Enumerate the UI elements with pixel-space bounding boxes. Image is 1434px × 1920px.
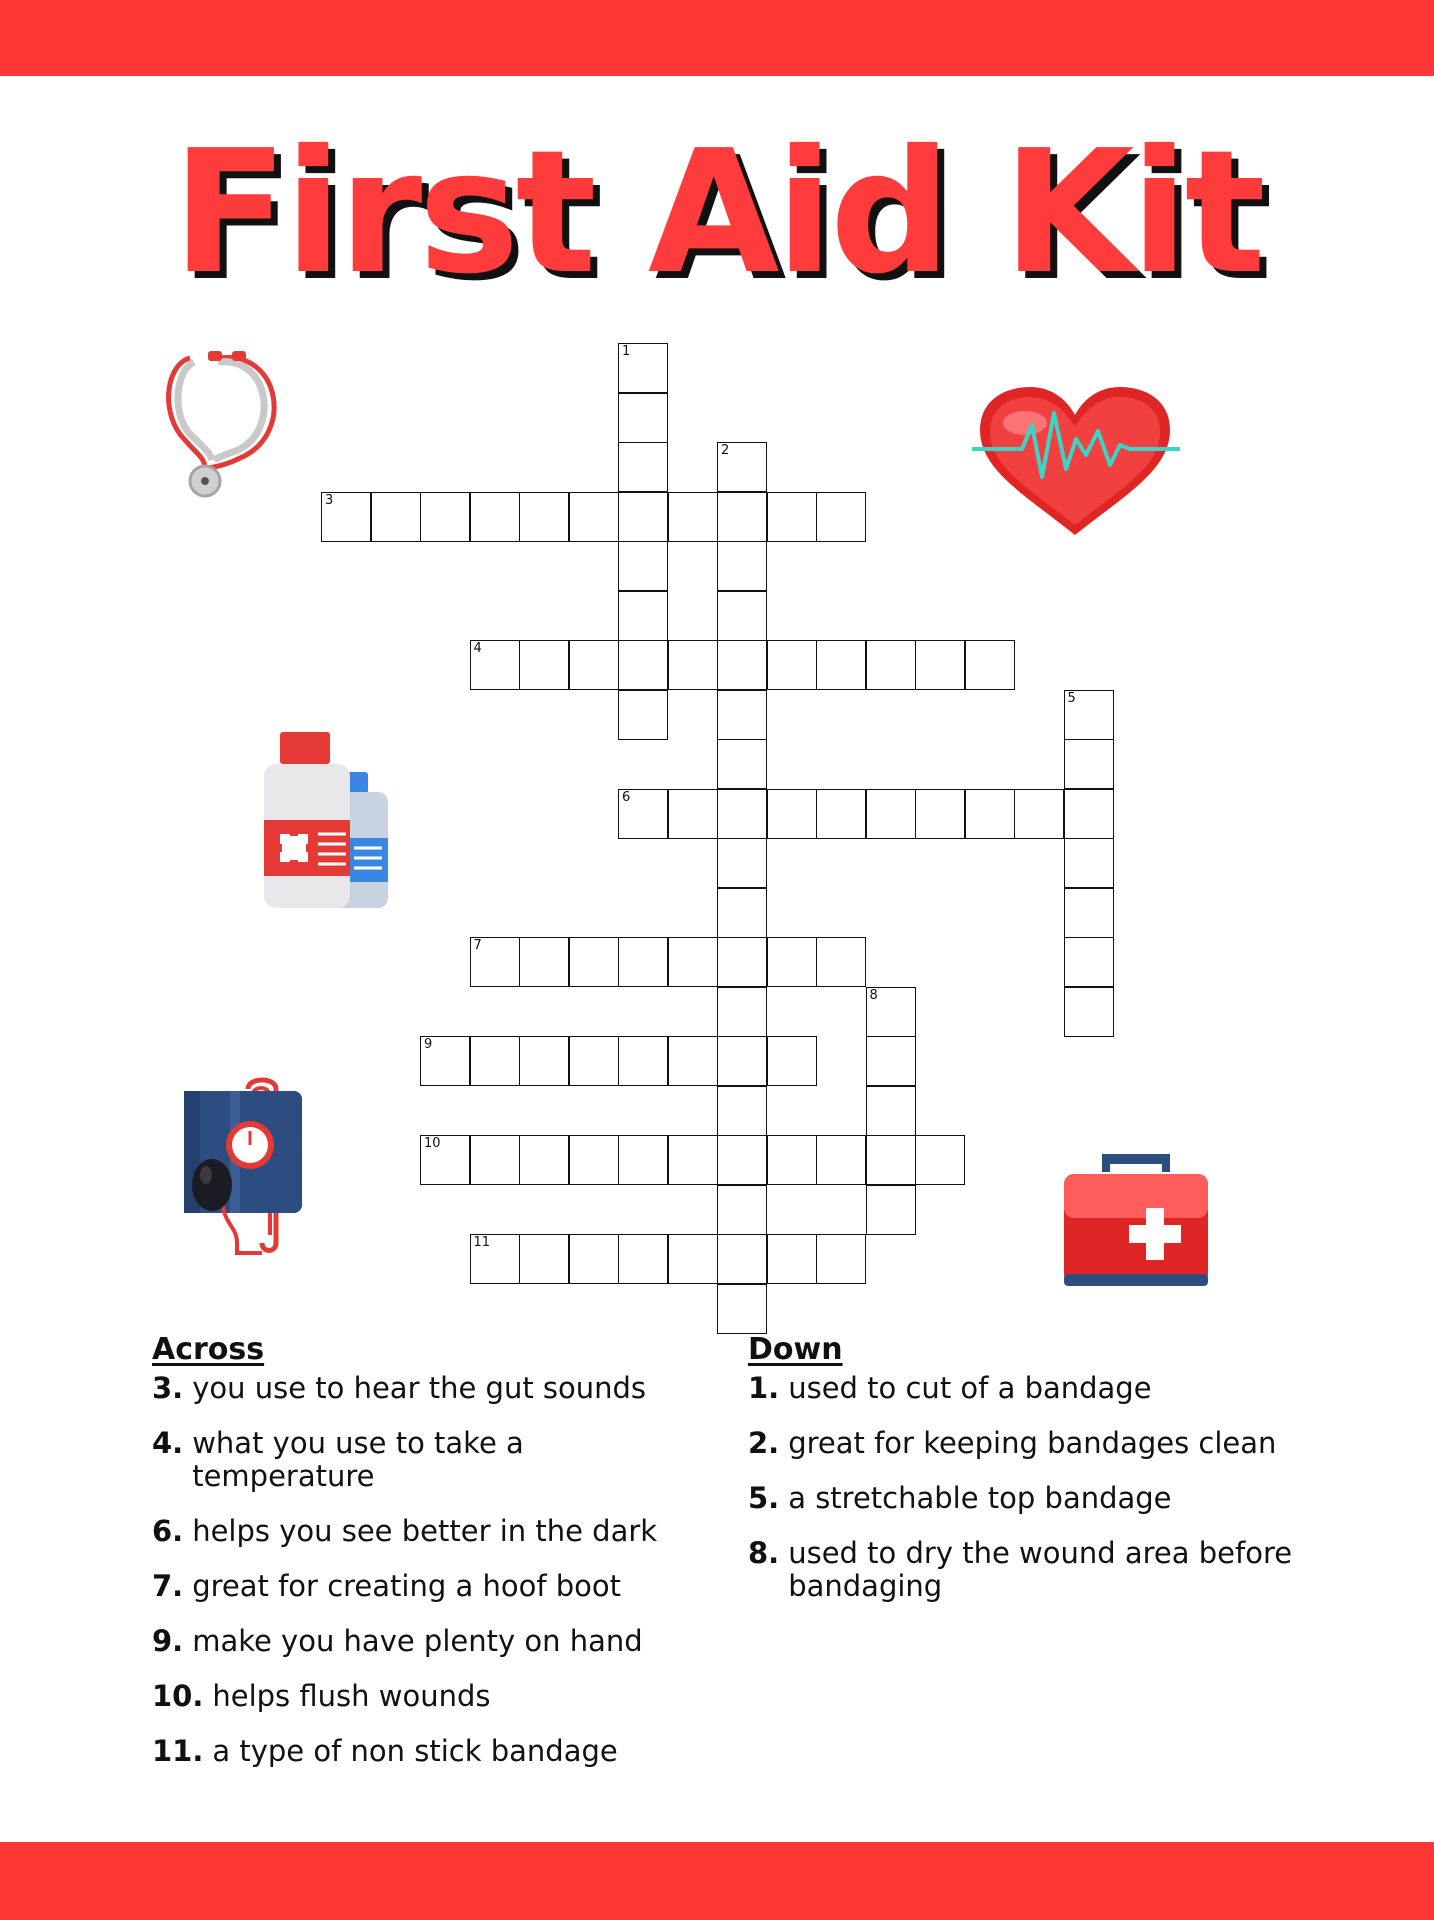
- clue-number: 10.: [152, 1679, 204, 1713]
- crossword-cell[interactable]: [618, 393, 668, 443]
- crossword-cell[interactable]: [866, 1086, 916, 1136]
- across-clue: [152, 1570, 692, 1603]
- crossword-cell[interactable]: [668, 1135, 718, 1185]
- crossword-cell[interactable]: [816, 789, 866, 839]
- clue-number: 7.: [152, 1569, 184, 1603]
- crossword-cell[interactable]: [767, 1135, 817, 1185]
- crossword-cell[interactable]: [767, 1036, 817, 1086]
- crossword-cell[interactable]: [717, 591, 767, 641]
- crossword-cell[interactable]: [866, 640, 916, 690]
- stethoscope-icon: [160, 340, 295, 500]
- crossword-cell[interactable]: [866, 1185, 916, 1235]
- crossword-cell[interactable]: [569, 1036, 619, 1086]
- crossword-cell[interactable]: [1064, 690, 1114, 740]
- clue-number: 2.: [748, 1426, 780, 1460]
- crossword-cell[interactable]: [767, 937, 817, 987]
- crossword-cell[interactable]: [618, 541, 668, 591]
- crossword-cell[interactable]: [717, 1185, 767, 1235]
- down-clues: [748, 1332, 1308, 1603]
- crossword-cell[interactable]: [1064, 937, 1114, 987]
- crossword-cell[interactable]: [569, 640, 619, 690]
- crossword-cell[interactable]: [618, 1036, 668, 1086]
- crossword-cell[interactable]: [470, 1234, 520, 1284]
- crossword-cell[interactable]: [420, 492, 470, 542]
- crossword-cell[interactable]: [420, 1135, 470, 1185]
- crossword-cell[interactable]: [668, 937, 718, 987]
- clue-number: 9: [424, 1037, 433, 1052]
- crossword-cell[interactable]: [965, 789, 1015, 839]
- across-clues: [152, 1332, 692, 1768]
- crossword-cell[interactable]: [1064, 838, 1114, 888]
- clue-number: 1: [622, 344, 631, 359]
- crossword-cell[interactable]: [816, 640, 866, 690]
- heartbeat-heart-icon: [970, 385, 1180, 540]
- crossword-cell[interactable]: [717, 1086, 767, 1136]
- crossword-cell[interactable]: [618, 1135, 668, 1185]
- clue-text: used to dry the wound area before bandaging: [788, 1536, 1293, 1603]
- clue-number: 8.: [748, 1536, 780, 1570]
- clue-number: 1.: [748, 1371, 780, 1405]
- clue-text: helps flush wounds: [212, 1679, 491, 1713]
- clue-text: great for creating a hoof boot: [192, 1569, 622, 1603]
- across-clue: [152, 1625, 692, 1658]
- crossword-cell[interactable]: [668, 492, 718, 542]
- crossword-cell[interactable]: [668, 1234, 718, 1284]
- crossword-cell[interactable]: [618, 690, 668, 740]
- crossword-cell[interactable]: [816, 1234, 866, 1284]
- crossword-cell[interactable]: [717, 987, 767, 1037]
- crossword-cell[interactable]: [717, 888, 767, 938]
- clue-text: used to cut of a bandage: [788, 1371, 1152, 1405]
- down-clue: [748, 1537, 1308, 1603]
- crossword-cell[interactable]: [767, 640, 817, 690]
- crossword-cell[interactable]: [866, 1135, 916, 1185]
- clue-number: 11.: [152, 1734, 204, 1768]
- crossword-cell[interactable]: [371, 492, 421, 542]
- clue-text: what you use to take a temperature: [192, 1426, 524, 1493]
- crossword-cell[interactable]: [519, 640, 569, 690]
- clue-number: 6: [622, 789, 631, 805]
- top-banner: [0, 0, 1434, 76]
- down-heading: Down: [748, 1332, 843, 1367]
- crossword-cell[interactable]: [717, 690, 767, 740]
- clue-number: 7: [473, 938, 482, 953]
- clue-text: a stretchable top bandage: [788, 1481, 1172, 1515]
- crossword-cell[interactable]: [717, 640, 767, 690]
- crossword-cell[interactable]: [618, 591, 668, 641]
- crossword-cell[interactable]: [717, 838, 767, 888]
- clue-text: a type of non stick bandage: [212, 1734, 618, 1768]
- crossword-cell[interactable]: [668, 789, 718, 839]
- crossword-cell[interactable]: [668, 1036, 718, 1086]
- down-clue: [748, 1372, 1308, 1405]
- medicine-bottles-icon: [262, 730, 392, 910]
- crossword-cell[interactable]: [866, 789, 916, 839]
- crossword-cell[interactable]: [569, 1135, 619, 1185]
- page-title: First Aid Kit: [172, 114, 1262, 312]
- crossword-cell[interactable]: [321, 492, 371, 542]
- clue-number: 10: [424, 1136, 441, 1151]
- crossword-cell[interactable]: [519, 1036, 569, 1086]
- crossword-cell[interactable]: [717, 789, 767, 839]
- clue-number: 9.: [152, 1624, 184, 1658]
- crossword-cell[interactable]: [1014, 789, 1064, 839]
- crossword-cell[interactable]: [618, 343, 668, 393]
- first-aid-case-icon: [1062, 1150, 1210, 1288]
- clue-text: make you have plenty on hand: [192, 1624, 643, 1658]
- crossword-cell[interactable]: [717, 937, 767, 987]
- crossword-cell[interactable]: [866, 987, 916, 1037]
- crossword-cell[interactable]: [767, 492, 817, 542]
- crossword-cell[interactable]: [717, 1284, 767, 1334]
- crossword-cell[interactable]: [519, 937, 569, 987]
- crossword-cell[interactable]: [618, 492, 668, 542]
- clue-number: 2: [721, 443, 730, 458]
- clue-number: 5.: [748, 1481, 780, 1515]
- clue-number: 4: [473, 641, 482, 656]
- crossword-cell[interactable]: [519, 1135, 569, 1185]
- across-clue: [152, 1427, 692, 1493]
- crossword-cell[interactable]: [618, 937, 668, 987]
- crossword-cell[interactable]: [717, 1135, 767, 1185]
- crossword-cell[interactable]: [717, 492, 767, 542]
- crossword-cell[interactable]: [470, 937, 520, 987]
- down-clue: [748, 1427, 1308, 1460]
- crossword-cell[interactable]: [519, 492, 569, 542]
- crossword-cell[interactable]: [618, 640, 668, 690]
- clue-number: 3.: [152, 1371, 184, 1405]
- crossword-cell[interactable]: [717, 1234, 767, 1284]
- crossword-cell[interactable]: [816, 492, 866, 542]
- crossword-cell[interactable]: [767, 1234, 817, 1284]
- clue-number: 5: [1067, 690, 1076, 706]
- clue-text: helps you see better in the dark: [192, 1514, 658, 1548]
- crossword-cell[interactable]: [618, 789, 668, 839]
- clue-number: 4.: [152, 1426, 184, 1460]
- across-clue: [152, 1735, 692, 1768]
- crossword-cell[interactable]: [470, 1135, 520, 1185]
- crossword-cell[interactable]: [618, 1234, 668, 1284]
- crossword-cell[interactable]: [420, 1036, 470, 1086]
- clue-number: 8: [869, 987, 878, 1003]
- crossword-cell[interactable]: [569, 937, 619, 987]
- crossword-cell[interactable]: [618, 442, 668, 492]
- crossword-cell[interactable]: [915, 789, 965, 839]
- down-clue: [748, 1482, 1308, 1515]
- crossword-cell[interactable]: [717, 541, 767, 591]
- clue-number: 6.: [152, 1514, 184, 1548]
- crossword-cell[interactable]: [519, 1234, 569, 1284]
- crossword-cell[interactable]: [816, 937, 866, 987]
- crossword-cell[interactable]: [470, 492, 520, 542]
- clue-text: great for keeping bandages clean: [788, 1426, 1277, 1460]
- crossword-cell[interactable]: [470, 640, 520, 690]
- crossword-cell[interactable]: [717, 1036, 767, 1086]
- crossword-cell[interactable]: [1064, 739, 1114, 789]
- crossword-cell[interactable]: [470, 1036, 520, 1086]
- crossword-cell[interactable]: [569, 492, 619, 542]
- crossword-cell[interactable]: [767, 789, 817, 839]
- crossword-cell[interactable]: [1064, 987, 1114, 1037]
- across-heading: Across: [152, 1332, 265, 1367]
- crossword-cell[interactable]: [1064, 789, 1114, 839]
- crossword-cell[interactable]: [915, 1135, 965, 1185]
- crossword-cell[interactable]: [1064, 888, 1114, 938]
- across-clue: [152, 1515, 692, 1548]
- crossword-cell[interactable]: [569, 1234, 619, 1284]
- crossword-cell[interactable]: [915, 640, 965, 690]
- across-clue: [152, 1680, 692, 1713]
- clue-number: 11: [473, 1235, 491, 1250]
- blood-pressure-monitor-icon: [182, 1075, 307, 1257]
- crossword-cell[interactable]: [866, 1036, 916, 1086]
- crossword-cell[interactable]: [717, 739, 767, 789]
- clue-number: 3: [325, 492, 334, 508]
- across-clue: [152, 1372, 692, 1405]
- crossword-cell[interactable]: [816, 1135, 866, 1185]
- crossword-cell[interactable]: [965, 640, 1015, 690]
- bottom-banner: [0, 1842, 1434, 1920]
- crossword-cell[interactable]: [668, 640, 718, 690]
- clue-text: you use to hear the gut sounds: [192, 1371, 647, 1405]
- crossword-cell[interactable]: [717, 442, 767, 492]
